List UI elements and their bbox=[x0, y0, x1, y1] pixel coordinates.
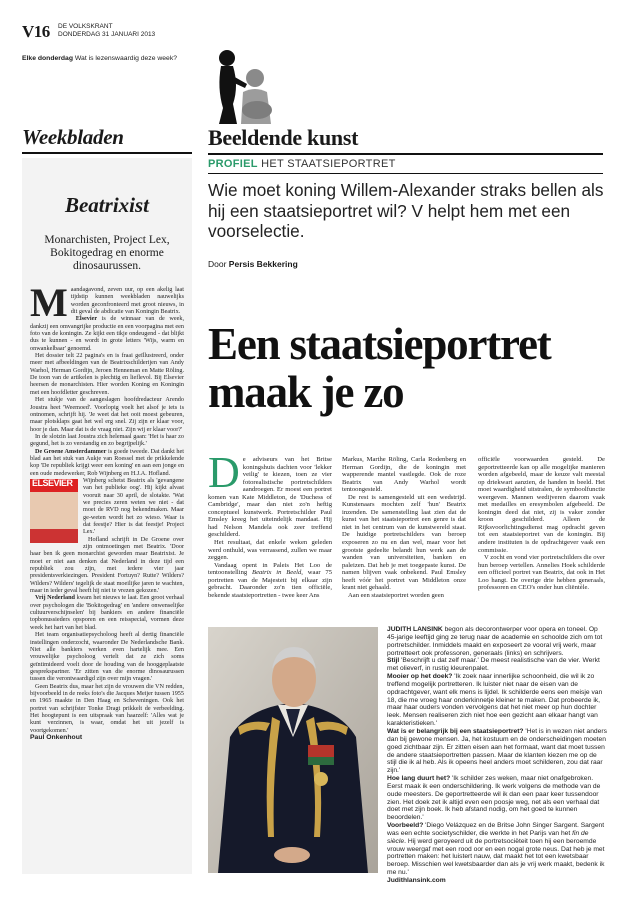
section-title-beeldende-kunst: Beeldende kunst bbox=[208, 125, 359, 150]
paragraph: Het dossier telt 22 pagina's en is fraai geïllustreerd, onder meer met afbeeldingen van de Beatrixschilderijen van Andy Warhol, Herman Gordijn, Jeroen Henneman en Matte Röling. De toon van de artikelen is plechtig en lieflevol. Bij Elsevier heersen de monarchisten. Hier worden Koning en Koningin met een hoofdletter geschreven. bbox=[30, 352, 184, 396]
article-column-3 bbox=[478, 456, 605, 592]
masthead bbox=[58, 23, 155, 39]
interview-question: Voorbeeld? bbox=[387, 822, 424, 830]
interview-answer: Mooier op het doek? 'Ik zoek naar innerlijke schoonheid, die wil ik zo treffend mogelijk portretteren. Ik luister niet naar de eisen van de opdrachtgever, want elk mens is lijdel. Ik schilderde eens een meisje van 18, die me vroeg haar onderkinnetje kleiner te maken. Dat probeerde ik, maar haar ouders vonden vervolgens dat het niet meer op hun dochter leek. Mensen realiseren zich niet hoe een gezicht aan elkaar hangt van karakteristieken.' bbox=[387, 673, 603, 728]
interview-intro: JUDITH LANSINK begon als decorontwerper voor opera en toneel. Op 45-jarige leeftijd ging ze terug naar de academie en schoolde zich om tot portretschilder. Inmiddels maakt en exposeert ze vooral vrij werk, maar portretteert ook professoren, generaals (links) en schrijvers. bbox=[387, 626, 603, 657]
section-title-weekbladen: Weekbladen bbox=[22, 125, 124, 149]
weekly-note: Elke donderdag Wat is lezenswaardig deze week? bbox=[22, 55, 178, 62]
figures-illustration bbox=[213, 48, 279, 124]
article-column-1 bbox=[208, 448, 333, 599]
paragraph: V zocht en vond vier portretschilders die over hun beroep vertellen. Annelies Hoek schilderde een officieel portret van Beatrix, dat ook in Het Loo hangt. De overige drie hebben generaals, professoren en CEO's onder hun cliëntèle. bbox=[478, 554, 605, 592]
paragraph: Het stukje van de aangeslagen hoofdredacteur Arendo Joustra heet 'Weemoed'. Voorlopig voelt het alsof je iets is ontnomen, schrijft hij. 'Je weet dat het ooit moest gebeuren, maar plotsklaps gaat het wel erg snel. Zij zijn er klaar voor, hoor je dan. Maar dat is de vraag niet. Zijn wij er klaar voor?' bbox=[30, 396, 184, 433]
interview-question: Hoe lang duurt het? bbox=[387, 775, 451, 783]
paragraph: De rest is samengesteld uit een wedstrijd. Kunstenaars mochten zelf 'hun' Beatrix inzenden. De samenstelling laat zien dat de kunst van het staatsieportret een genre is dat niet in het centrum van de kunstwereld staat. De huidige portretschilders van beroep exposeren zo nu en dan wel, maar voor het grootste gedeelte belandt hun werk aan de wanden van universiteiten, banken en paleizen. Dat heb je met toegepaste kunst. De namen blijven vaak onbekend. Paul Emsley heeft vóór het portret van Middleton onze krant niet gehaald. bbox=[342, 493, 466, 592]
general-portrait-painting bbox=[208, 627, 378, 873]
profile-label: PROFIEL HET STAATSIEPORTRET bbox=[208, 158, 396, 170]
paragraph: Geen Beatrix dus, maar het zijn de vrouwen die VN redden, bijvoorbeeld in de reeks foto's die Jacques Meijer tussen 1955 en 1965 maakte in Den Haag en Scheveningen. Ook het portret van schrijfster Tonke Dragt prikkelt de verbeelding. Het hoogtepunt is een uitspraak van haarzelf: 'Alles wat je kunt verzinnen, is waar, omdat het uit jezelf is voortgekomen.' bbox=[30, 682, 184, 734]
article-deck: Wie moet koning Willem-Alexander straks bellen als hij een staatsieportret wil? V helpt hem met een voorselectie. bbox=[208, 180, 604, 241]
section-divider bbox=[208, 153, 603, 155]
section-divider bbox=[22, 152, 192, 154]
website-link[interactable]: Judithlansink.com bbox=[387, 877, 446, 884]
article-column-2 bbox=[342, 456, 466, 599]
paragraph: Vrij Nederland kwam het nieuws te laat. Een groot verhaal over psychologen die 'Bokitogedrag' en 'andere onwenselijke cultuurverschijnselen' bij bankiers en andere financiële topbonussieders opsporen en een reisspecial, vormen deze week het hart van het blad. bbox=[30, 594, 184, 631]
paragraph: De Groene Amsterdammer is goede tweede. Dat dankt het blad aan het stuk van Aukje van Roessel met de prikkelende kop 'De republiek krijgt weer een koning' en aan een jonge en een oude medewerker, Rob Wijnberg en H.J.A. Hofland. bbox=[30, 447, 184, 477]
interview-question: Stijl bbox=[387, 657, 400, 665]
paragraph: ELSEVIER Wijnberg schetst Beatrix als 'gevangene van het publieke oog'. Hij kijkt alvast vooruit naar 30 april, de slotakte. 'Wat we precies zeren weten we niet - dat moet de RVD nog bekendmaken. Maar ge-weten wordt het zo wieso. Waar is dat feestje? Hier is dat feestje! Project Lex.' bbox=[30, 477, 184, 536]
paragraph: Vandaag opent in Paleis Het Loo de tentoonstelling Beatrix in Beeld, waar 75 portretten van de Majesteit bij elkaar zijn gebracht. Daaronder zo'n tien officiële, bekende staatsieportretten - twee keer Ans bbox=[208, 561, 333, 599]
weekbladen-subtitle: Monarchisten, Project Lex, Bokitogedrag en enorme dinosaurussen. bbox=[44, 234, 170, 272]
page-number: V16 bbox=[22, 22, 50, 41]
weekbladen-title: Beatrixist bbox=[64, 193, 149, 217]
paragraph: Hofland schrijft in De Groene over zijn ontmoetingen met Beatrix. 'Door haar ben ik geen monarchist geworden maar Beatrixist. Je moet er niet aan denken dat Nederland in deze tijd een republiek zou zijn, met iedere vier jaar presidentsverkiezingen. President Fortuyn? Rutte? Wilders? Wilders? Wilders' tegelijk de staat moeilijke jaren te wachten, maar in ieder geval heeft hij niet te vrezen gekozen.' bbox=[30, 535, 184, 595]
elsevier-cover-image: ELSEVIER bbox=[30, 479, 78, 543]
interviewee-name: JUDITH LANSINK bbox=[387, 626, 443, 633]
paragraph: Het resultaat, dat enkele weken geleden werd onthuld, was verrassend, zullen we maar zeggen. bbox=[208, 539, 332, 562]
paragraph: De adviseurs van het Britse koningshuis dachten voor 'lekker veilig' te kiezen, toen ze vier fotorealistische portretschilders aandroegen. Er moest een portret komen van Kate Middleton, de 'Duchess of Cambridge', maar dan niet zo'n heftig conceptueel kunstwerk. Portretschilder Paul Emsley kreeg het uiteindelijk mandaat. Hij had Nelson Mandela ook zeer treffend geschilderd. bbox=[208, 448, 332, 539]
paragraph bbox=[30, 734, 184, 741]
interview-answer: Hoe lang duurt het? 'Ik schilder zes weken, maar niet onafgebroken. Eerst maak ik een onderschildering. Ik werk volgens de methode van de oude meesters. De geportretteerde wil ik dan een paar keer tussendoor zien. Het doek zet ik altijd even een poosje weg, net als een verhaal dat doet met zijn boek. Ik heb afstand nodig, om het goed te kunnen beoordelen.' bbox=[387, 775, 601, 822]
paragraph: Maandagavond, zeven uur, op een akelig laat tijdstip kunnen weekbladen nauwelijks worden geconfronteerd met groot nieuws, in dit geval de abdicatie van Koningin Beatrix. bbox=[30, 280, 184, 325]
paragraph: In de slotzin laat Joustra zich helemaal gaan: 'Het is haar zo gegund, het is zo verstandig en zo begrijpelijk.' bbox=[30, 432, 184, 448]
issue-date: DONDERDAG 31 JANUARI 2013 bbox=[58, 31, 156, 38]
profile-divider bbox=[208, 173, 603, 174]
author-name: Paul Onkenhout bbox=[30, 733, 83, 741]
interview-answer: Voorbeeld? 'Diego Velázquez en de Britse John Singer Sargent. Sargent was een echte societyschilder, die werkte in het Parijs van het fin de siècle. Hij werd geroyeerd uit de portretsociëteit toen hij een beroemde vrouw weergaf met een rood oor en een nogal grote neus. Dat heb je met portretten maken: het luistert nauw, dat maakt het tot een kwetsbaar beroep. Misschien wel kwetsbaarder dan als je vrij werk maakt, bedenk ik me nu.' bbox=[387, 822, 605, 877]
interview-question: Wat is er belangrijk bij een staatsieportret? bbox=[387, 727, 524, 735]
article-headline: Een staatsieportret maak je zo bbox=[208, 319, 551, 417]
paragraph: Aan een staatsieportret worden geen bbox=[348, 591, 444, 599]
interview-answer: Stijl 'Beschrijft u dat zelf maar.' De meest realistische van de vier. Werkt met olieverf, in rustig kleurenpalet. bbox=[387, 657, 600, 673]
interview-answer: Wat is er belangrijk bij een staatsieportret? 'Het is in wezen niet anders dan bij gewone mensen. Ja, het kostuum en de onderscheidingen moeten goed zichtbaar zijn. Er zitten eisen aan het formaat, want dat moet tussen de andere staatsieportretten passen. Maar de klanten kiezen me op de stijl die ik al heb. Als ik opeens heel anders moet schilderen, zou dat raar zijn.' bbox=[387, 727, 607, 775]
interview-question: Mooier op het doek? bbox=[387, 673, 453, 681]
dropcap: D bbox=[208, 448, 240, 497]
dropcap: M bbox=[30, 280, 68, 325]
paragraph: Het team organisatiepsycholoog heeft al dertig financiële instellingen onderzocht, waaronder De Nederlandsche Bank. Niet alle bankiers werken even hartelijk mee. Een vrouwelijke psycholoog vertelt dat ze zich soms geïntimideerd voelt door de houding van de hooggeplaatste gesprekspartner. 'Er zitten van die enorme dinosaurussen tussen die verontwaardigd zijn over mijn vragen.' bbox=[30, 631, 184, 683]
paragraph: Elsevier is de winnaar van de week, dankzij een omvangrijke productie en een voorpagina met een foto van de koningin. Ze kijkt een tikje ondeugend - dat blijkt dus te kunnen - en wordt in grote letters 'Wijs, warm en onwankelbaar' genoemd. bbox=[30, 315, 184, 352]
paragraph: officiële voorwaarden gesteld. De geportretteerde kan op alle mogelijke manieren worden afgebeeld, maar de keuze valt meestal op driekwart aanzien, de handen in beeld. Het moet waardigheid uitstralen, de symboolfunctie weergeven. Mannen wedijveren daarom vaak met medailles en eresymbolen afgebeeld. De koningin deed dat niet, zij is vaker zonder kroon geschilderd. Alleen de Rijksvoorlichtingsdienst mag opdracht geven tot een staatsieportret van de koningin. Bij andere instituten is de opdrachtgever vaak een commissie. bbox=[478, 456, 605, 554]
weekbladen-body bbox=[30, 280, 184, 741]
newspaper-name: DE VOLKSKRANT bbox=[58, 23, 113, 30]
byline: Door Persis Bekkering bbox=[208, 259, 298, 269]
paragraph: Markus, Marthe Röling, Carla Rodenberg en Herman Gordijn, die de koningin met wapperende mantel vastlegde. Ook de roze Beatrix van Andy Warhol wordt tentoongesteld. bbox=[342, 456, 466, 494]
interview-judith-lansink bbox=[387, 626, 607, 885]
